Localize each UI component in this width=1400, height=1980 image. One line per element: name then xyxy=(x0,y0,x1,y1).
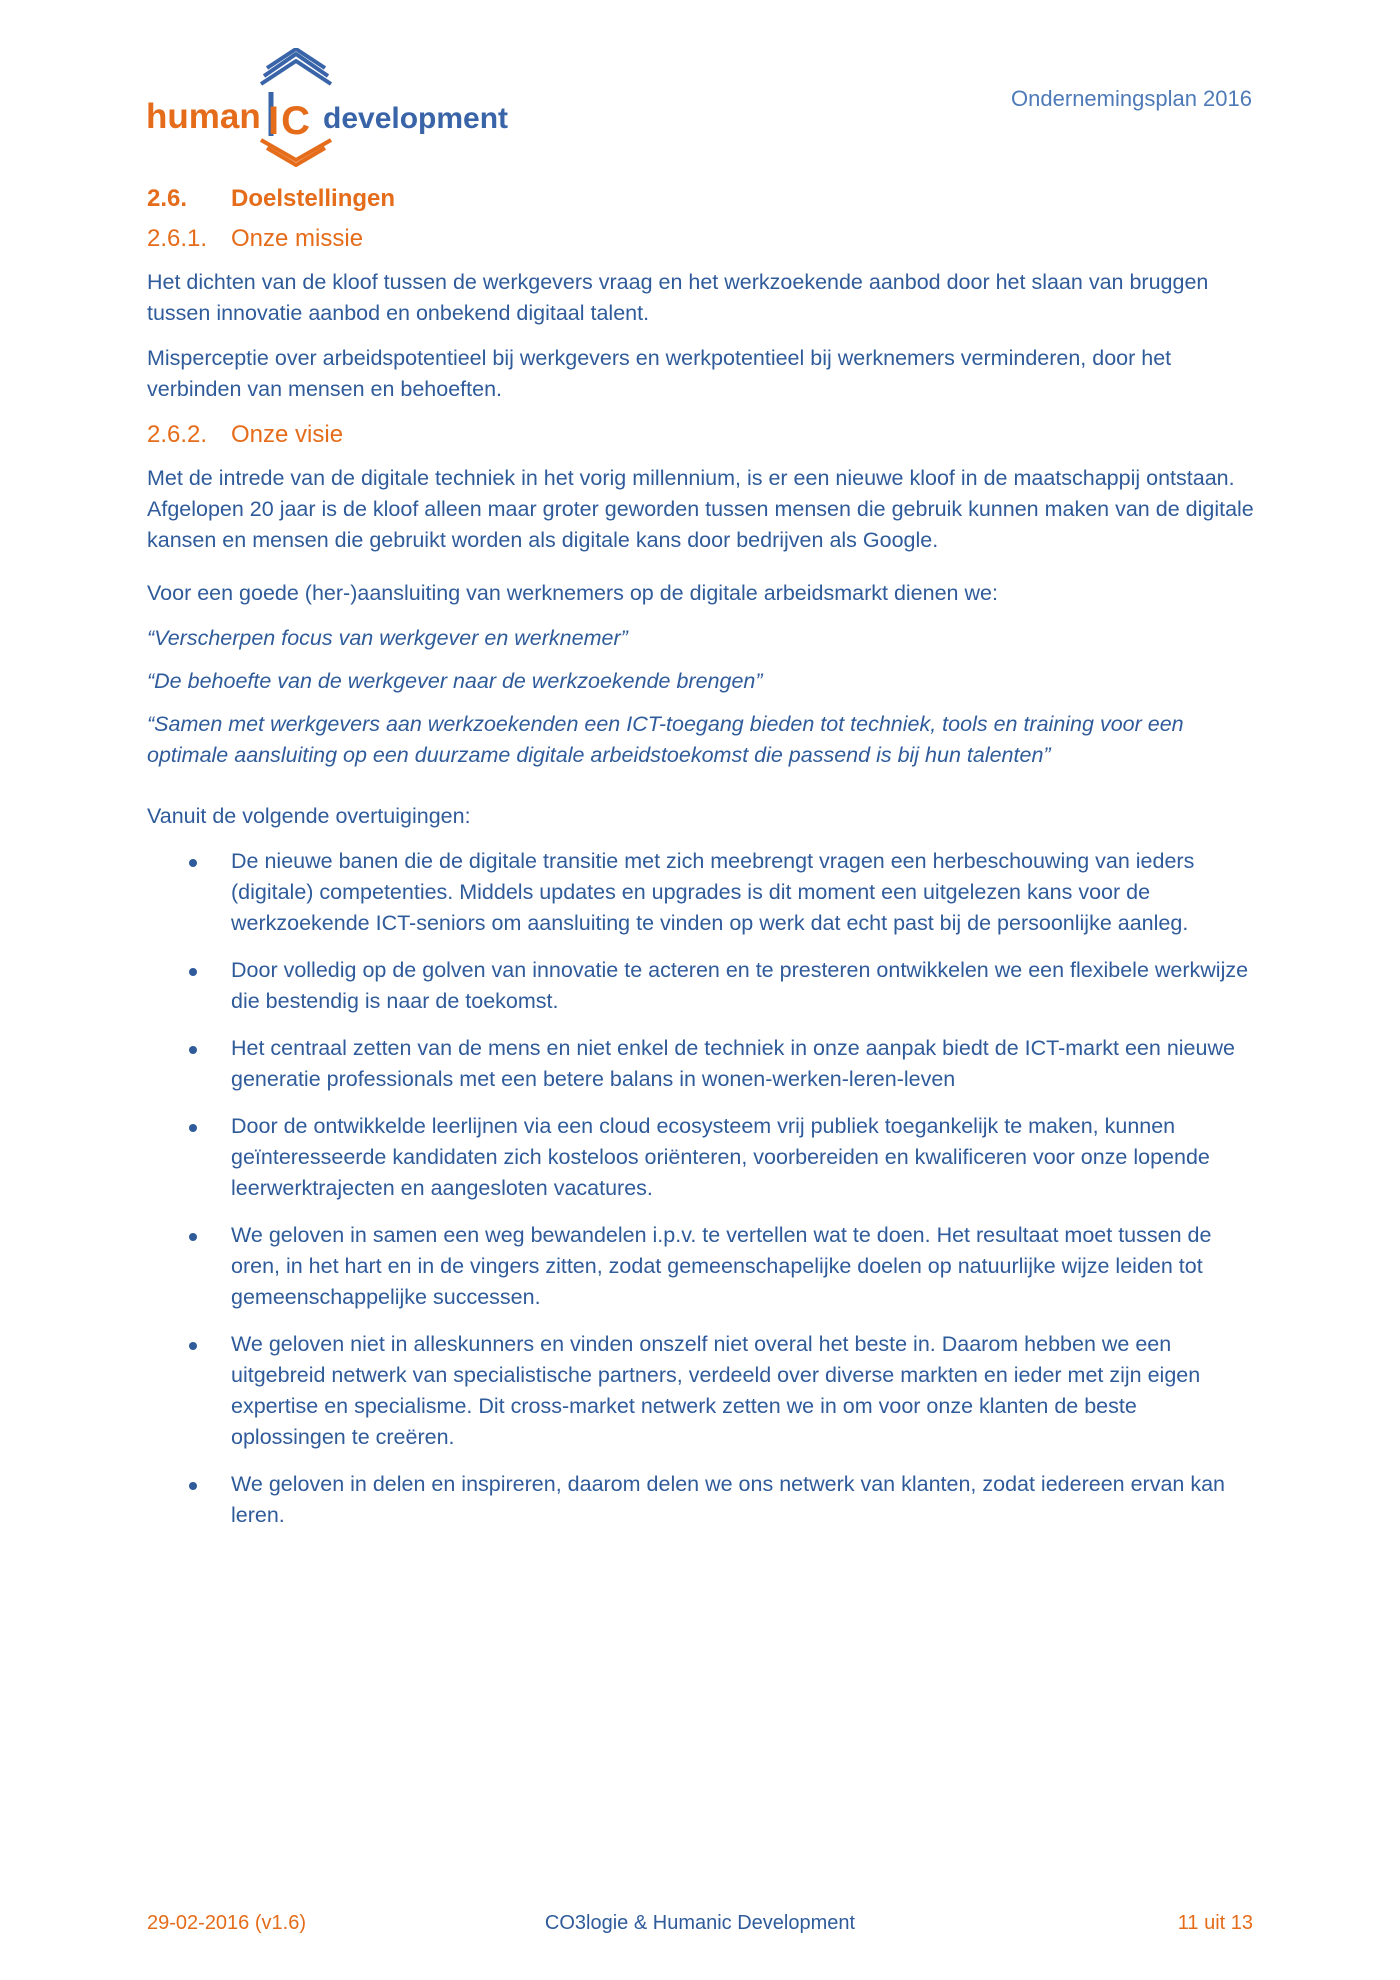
subsection-title: Onze missie xyxy=(231,225,364,252)
subsection-title: Onze visie xyxy=(231,421,344,448)
subsection-number: 2.6.2. xyxy=(147,421,208,448)
section-heading xyxy=(147,185,1257,213)
convictions-list xyxy=(147,846,1257,1531)
document-title: Ondernemingsplan 2016 xyxy=(1011,86,1252,111)
list-item-text: We geloven in samen een weg bewandelen i.p.v. te vertellen wat te doen. Het resultaat moet tussen de oren, in het hart en in de vingers zitten, zodat gemeenschapelijke doelen op natuurlijke wijze leiden tot gemeenschappelijke successen. xyxy=(231,1223,1212,1309)
list-item-text: We geloven niet in alleskunners en vinden onszelf niet overal het beste in. Daarom hebben we een uitgebreid netwerk van specialistische partners, verdeeld over diverse markten en ieder met zijn eigen expertise en specialisme. Dit cross-market netwerk zetten we in om voor onze klanten de beste oplossingen te creëren. xyxy=(231,1332,1201,1449)
humanic-logo xyxy=(146,48,516,168)
list-item-text: De nieuwe banen die de digitale transitie met zich meebrengt vragen een herbeschouwing van ieders (digitale) competenties. Middels updates en upgrades is dit moment een uitgelezen kans voor de werkzoekende ICT-seniors om aansluiting te vinden op werk dat echt past bij de persoonlijke aanleg. xyxy=(231,849,1195,935)
section-number: 2.6. xyxy=(147,185,188,212)
bullet-icon xyxy=(189,1124,197,1132)
bullet-icon xyxy=(189,968,197,976)
list-item xyxy=(147,1033,1257,1095)
bullet-icon xyxy=(189,859,197,867)
paragraph: Voor een goede (her-)aansluiting van werknemers op de digitale arbeidsmarkt dienen we: xyxy=(147,581,998,605)
list-item xyxy=(147,955,1257,1017)
page-footer xyxy=(147,1912,1253,1942)
section-title: Doelstellingen xyxy=(231,185,396,212)
footer-page-number: 11 uit 13 xyxy=(1177,1912,1253,1934)
main-content xyxy=(147,185,1257,1547)
footer-date: 29-02-2016 (v1.6) xyxy=(147,1912,306,1934)
list-item xyxy=(147,1329,1257,1453)
quote: “Samen met werkgevers aan werkzoekenden een ICT-toegang bieden tot techniek, tools en training voor een optimale aansluiting op een duurzame digitale arbeidstoekomst die passend is bij hun talenten” xyxy=(147,712,1184,767)
bullet-icon xyxy=(189,1046,197,1054)
bullet-icon xyxy=(189,1342,197,1350)
list-item-text: Het centraal zetten van de mens en niet enkel de techniek in onze aanpak biedt de ICT-markt een nieuwe generatie professionals met een betere balans in wonen-werken-leren-leven xyxy=(231,1036,1235,1091)
page-header xyxy=(0,0,1400,170)
list-item xyxy=(147,846,1257,939)
paragraph: Misperceptie over arbeidspotentieel bij werkgevers en werkpotentieel bij werknemers verminderen, door het verbinden van mensen en behoeften. xyxy=(147,346,1172,401)
subsection-heading-missie xyxy=(147,225,1257,253)
list-item-text: Door volledig op de golven van innovatie te acteren en te presteren ontwikkelen we een flexibele werkwijze die bestendig is naar de toekomst. xyxy=(231,958,1249,1013)
quote: “De behoefte van de werkgever naar de werkzoekende brengen” xyxy=(147,669,763,693)
logo-ic-mark xyxy=(268,92,312,143)
quote: “Verscherpen focus van werkgever en werknemer” xyxy=(147,626,628,650)
paragraph: Vanuit de volgende overtuigingen: xyxy=(147,804,471,828)
paragraph: Het dichten van de kloof tussen de werkgevers vraag en het werkzoekende aanbod door het slaan van bruggen tussen innovatie aanbod en onbekend digitaal talent. xyxy=(147,270,1209,325)
list-item-text: Door de ontwikkelde leerlijnen via een cloud ecosysteem vrij publiek toegankelijk te maken, kunnen geïnteresseerde kandidaten zich kosteloos oriënteren, voorbereiden en kwalificeren voor onze lopende leerwerktrajecten en aangesloten vacatures. xyxy=(231,1114,1210,1200)
subsection-heading-visie xyxy=(147,421,1257,449)
bullet-icon xyxy=(189,1233,197,1241)
list-item xyxy=(147,1111,1257,1204)
logo-word-ic: IC xyxy=(268,99,312,143)
logo-word-human: human xyxy=(146,97,261,136)
logo-roof-icon xyxy=(256,48,336,84)
list-item-text: We geloven in delen en inspireren, daarom delen we ons netwerk van klanten, zodat iedereen ervan kan leren. xyxy=(231,1472,1226,1527)
bullet-icon xyxy=(189,1482,197,1490)
logo-base-icon xyxy=(261,140,331,165)
logo-word-development: development xyxy=(323,102,509,135)
list-item xyxy=(147,1220,1257,1313)
list-item xyxy=(147,1469,1257,1531)
footer-organisation: CO3logie & Humanic Development xyxy=(544,1912,856,1934)
paragraph: Met de intrede van de digitale techniek in het vorig millennium, is er een nieuwe kloof in de maatschappij ontstaan. Afgelopen 20 jaar is de kloof alleen maar groter geworden tussen mensen die gebruik kunnen maken van de digitale kansen en mensen die gebruikt worden als digitale kans door bedrijven als Google. xyxy=(147,466,1254,552)
subsection-number: 2.6.1. xyxy=(147,225,208,252)
